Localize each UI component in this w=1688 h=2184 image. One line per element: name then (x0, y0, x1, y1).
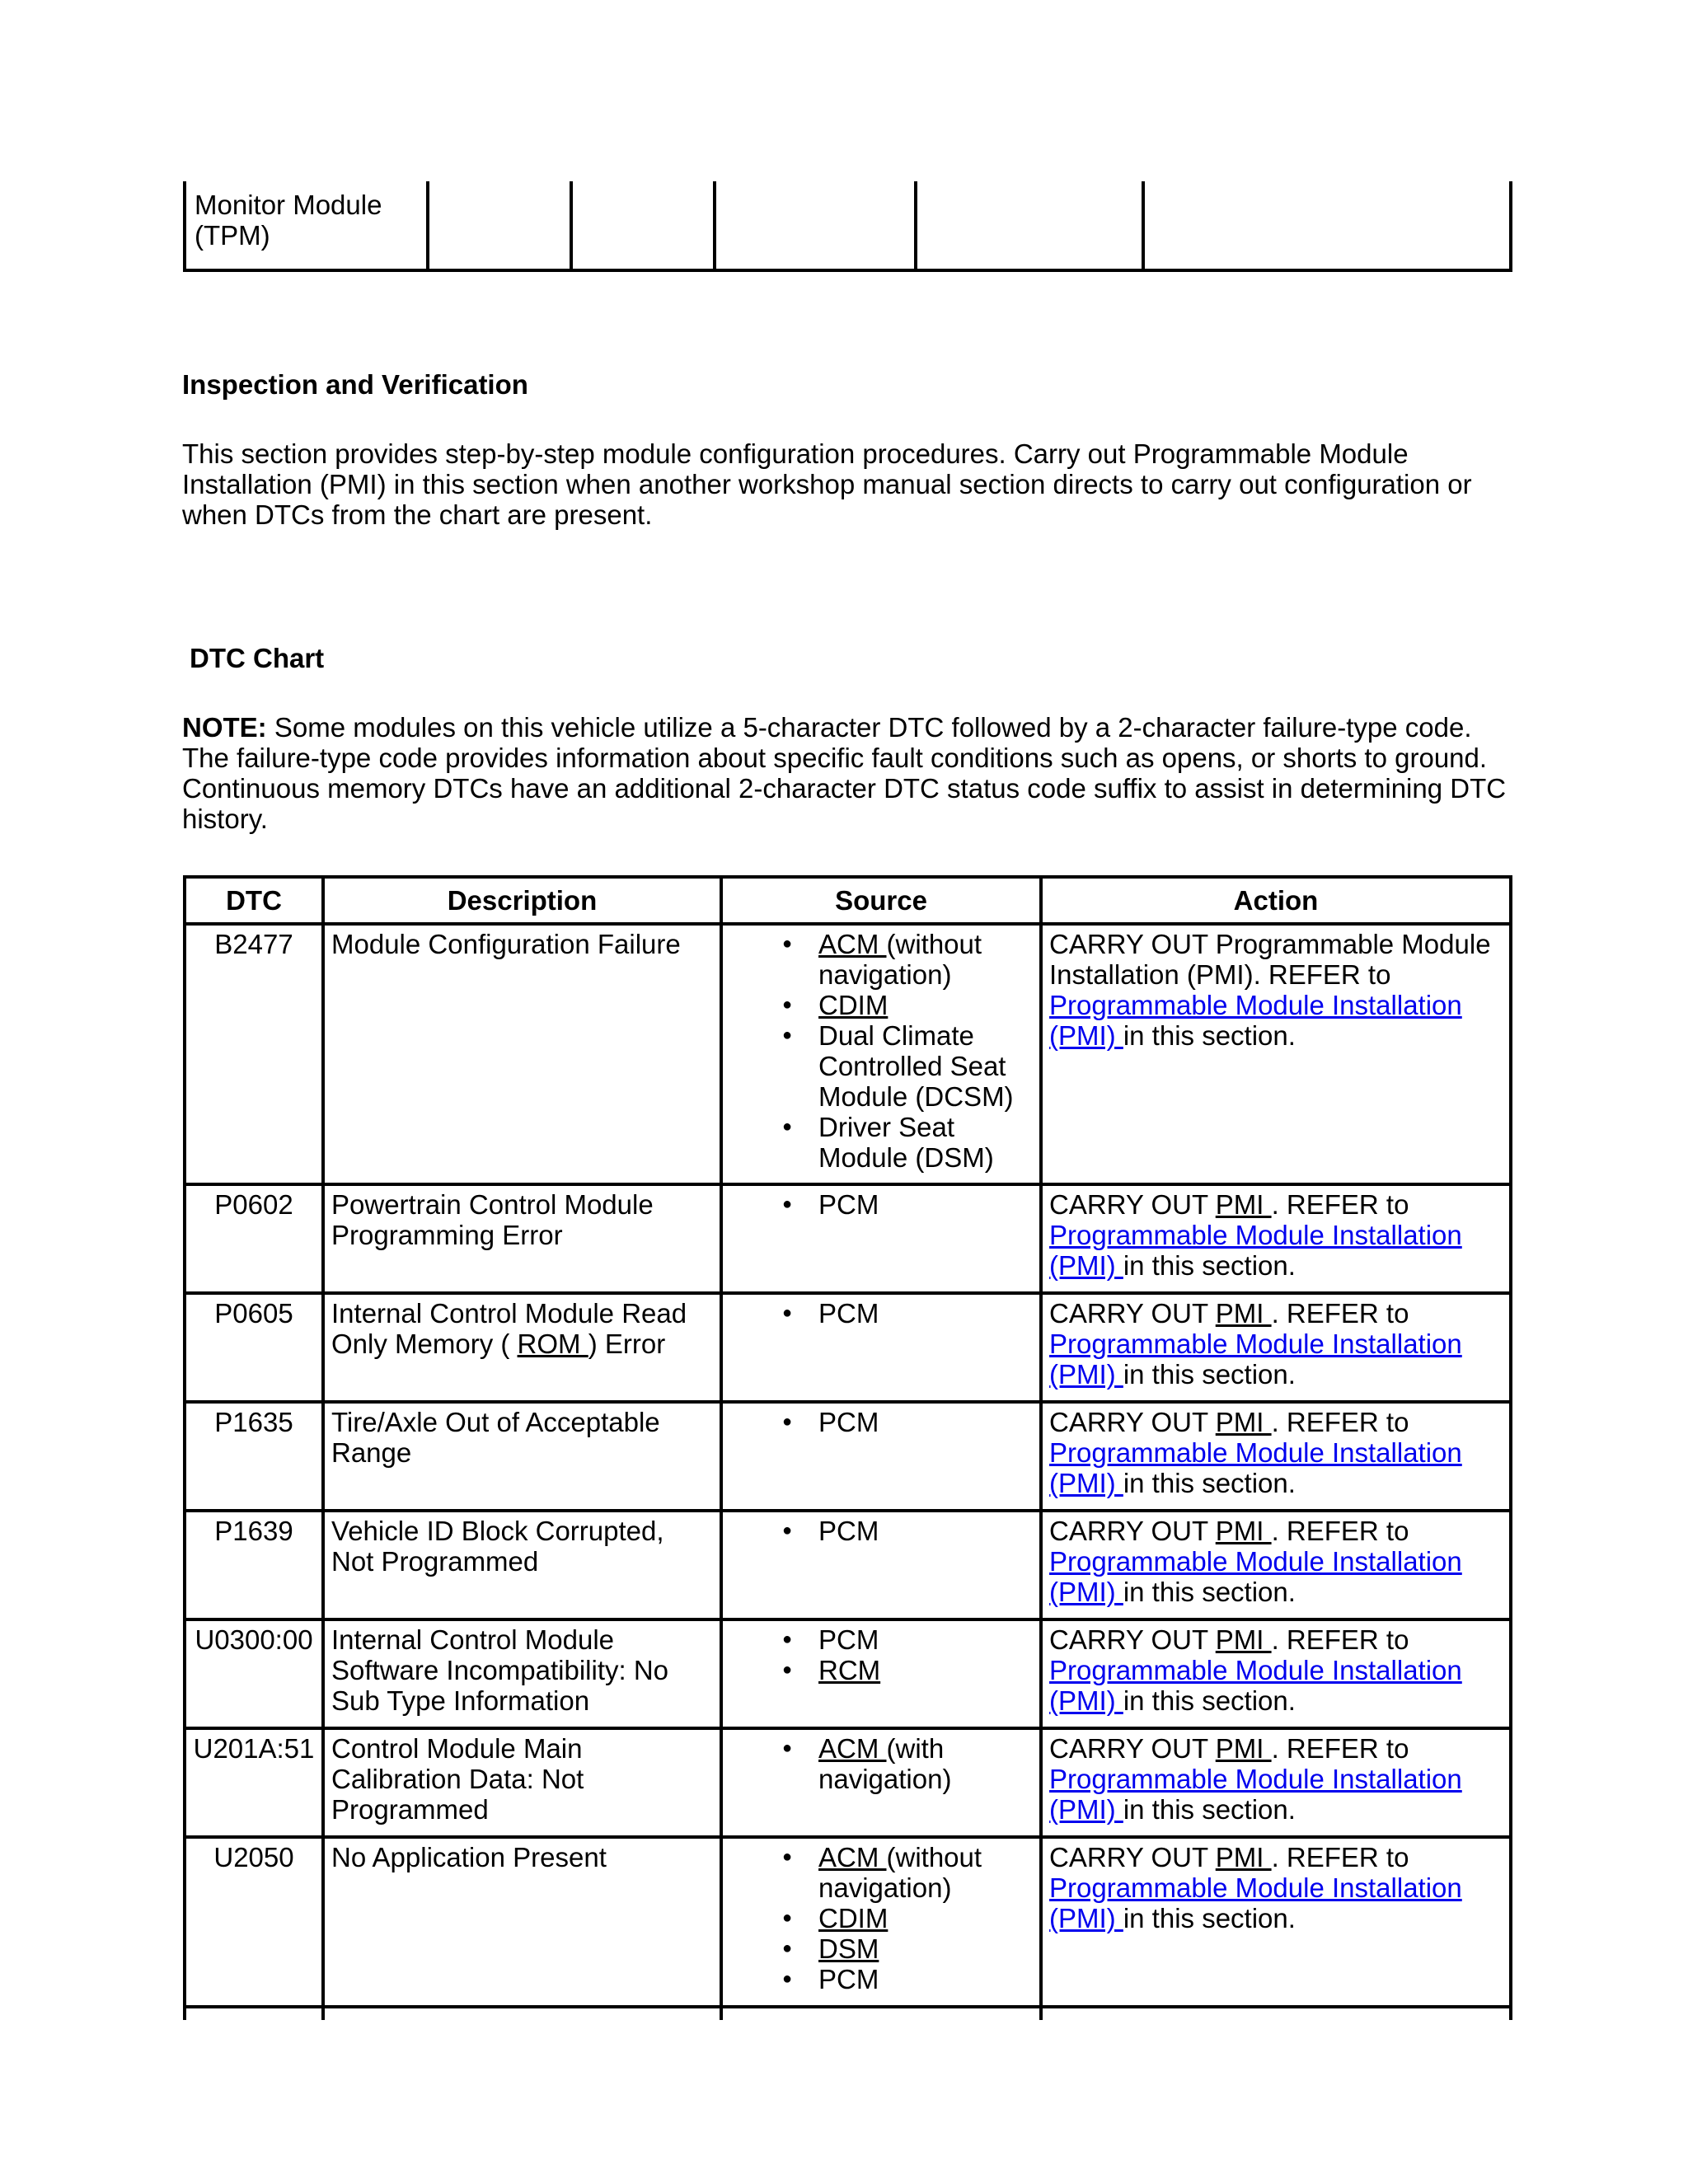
action-text: . REFER to (1271, 1516, 1409, 1546)
pmi-link[interactable]: Programmable Module Installation (PMI) (1049, 1764, 1462, 1825)
source-list (729, 1407, 1033, 1437)
top-table-continuation (183, 181, 1512, 272)
list-item (782, 929, 1033, 990)
table-cell (721, 2007, 1041, 2020)
dtc-source (721, 1619, 1041, 1728)
abbr-link[interactable]: RCM (818, 1655, 881, 1685)
list-item (782, 1189, 1033, 1220)
table-row (185, 1728, 1511, 1837)
dtc-description: Vehicle ID Block Corrupted, Not Programmed (323, 1511, 721, 1619)
source-list (729, 929, 1033, 1173)
action-suffix: in this section. (1123, 1685, 1296, 1716)
action-suffix: in this section. (1123, 1577, 1296, 1607)
dtc-code: B2477 (185, 924, 323, 1184)
abbr-link[interactable]: PMI (1215, 1842, 1272, 1872)
action-text: . REFER to (1271, 1842, 1409, 1872)
dtc-description: Module Configuration Failure (323, 924, 721, 1184)
list-item (782, 1624, 1033, 1655)
action-suffix: in this section. (1123, 1794, 1296, 1825)
pmi-link[interactable]: Programmable Module Installation (PMI) (1049, 1329, 1462, 1390)
column-header-dtc: DTC (185, 877, 323, 924)
table-row (185, 924, 1511, 1184)
action-text: . REFER to (1271, 1733, 1409, 1764)
table-cell (715, 181, 916, 270)
table-cell: Monitor Module (TPM) (185, 181, 428, 270)
dtc-action (1041, 1511, 1511, 1619)
source-text: PCM (818, 1516, 879, 1546)
dtc-source (721, 1184, 1041, 1293)
source-list (729, 1733, 1033, 1794)
section-paragraph-inspection: This section provides step-by-step module configuration procedures. Carry out Programmable Module Installation (PMI) in this section when another workshop manual section directs to carry out configuration or when DTCs from the chart are present. (182, 438, 1472, 530)
dtc-action (1041, 924, 1511, 1184)
table-cell (916, 181, 1143, 270)
column-header-action: Action (1041, 877, 1511, 924)
dtc-code: P0605 (185, 1293, 323, 1402)
dtc-source (721, 1511, 1041, 1619)
list-item (782, 1933, 1033, 1964)
note-label: NOTE: (182, 712, 267, 743)
abbr-link[interactable]: DSM (818, 1933, 879, 1964)
action-suffix: in this section. (1123, 1468, 1296, 1498)
column-header-description: Description (323, 877, 721, 924)
action-text: CARRY OUT (1049, 1189, 1216, 1220)
abbr-link[interactable]: ACM (818, 929, 887, 959)
source-list (729, 1624, 1033, 1685)
dtc-code: P0602 (185, 1184, 323, 1293)
action-text: CARRY OUT (1049, 1842, 1216, 1872)
abbr-link[interactable]: PMI (1215, 1733, 1272, 1764)
column-header-source: Source (721, 877, 1041, 924)
source-text: Dual Climate Controlled Seat Module (DCSM) (818, 1020, 1014, 1112)
list-item (782, 1112, 1033, 1173)
action-text: CARRY OUT (1049, 1407, 1216, 1437)
table-row (185, 1619, 1511, 1728)
abbr-link[interactable]: PMI (1215, 1298, 1272, 1329)
dtc-action (1041, 1728, 1511, 1837)
table-row (185, 1511, 1511, 1619)
list-item (782, 1655, 1033, 1685)
source-list (729, 1189, 1033, 1220)
source-list (729, 1298, 1033, 1329)
note-text: Some modules on this vehicle utilize a 5-character DTC followed by a 2-character failure-type code. The failure-type code provides information about specific fault conditions such as opens, or shorts to ground. Continuous memory DTCs have an additional 2-character DTC status code suffix to assist in determining DTC history. (182, 712, 1507, 834)
table-row-continuation (185, 2007, 1511, 2020)
dtc-code: U2050 (185, 1837, 323, 2007)
source-text: PCM (818, 1407, 879, 1437)
source-text: (without navigation) (818, 929, 982, 990)
dtc-description: No Application Present (323, 1837, 721, 2007)
abbr-link[interactable]: PMI (1215, 1624, 1272, 1655)
dtc-action (1041, 1293, 1511, 1402)
dtc-action (1041, 1837, 1511, 2007)
abbr-link[interactable]: ACM (818, 1733, 887, 1764)
table-cell (1143, 181, 1511, 270)
dtc-source (721, 1728, 1041, 1837)
source-list (729, 1842, 1033, 1994)
dtc-source (721, 1837, 1041, 2007)
dtc-source (721, 924, 1041, 1184)
pmi-link[interactable]: Programmable Module Installation (PMI) (1049, 1437, 1462, 1498)
dtc-code: U0300:00 (185, 1619, 323, 1728)
table-row (185, 1837, 1511, 2007)
pmi-link[interactable]: Programmable Module Installation (PMI) (1049, 1546, 1462, 1607)
table-cell (428, 181, 571, 270)
action-text: CARRY OUT Programmable Module Installation (PMI). REFER to (1049, 929, 1491, 990)
dtc-source (721, 1402, 1041, 1511)
source-text: (without navigation) (818, 1842, 982, 1903)
dtc-table (183, 875, 1512, 2020)
dtc-description: Internal Control Module Software Incompatibility: No Sub Type Information (323, 1619, 721, 1728)
action-suffix: in this section. (1123, 1359, 1296, 1390)
dtc-description: Powertrain Control Module Programming Error (323, 1184, 721, 1293)
source-text: PCM (818, 1624, 879, 1655)
abbr-link[interactable]: CDIM (818, 990, 889, 1020)
description-text: ) Error (588, 1329, 666, 1359)
table-row (185, 181, 1511, 270)
table-row (185, 1184, 1511, 1293)
abbr-link[interactable]: PMI (1215, 1407, 1272, 1437)
dtc-description: Control Module Main Calibration Data: Not Programmed (323, 1728, 721, 1837)
abbr-link[interactable]: PMI (1215, 1516, 1272, 1546)
list-item (782, 1407, 1033, 1437)
list-item (782, 1733, 1033, 1794)
action-text: . REFER to (1271, 1624, 1409, 1655)
action-text: CARRY OUT (1049, 1298, 1216, 1329)
list-item (782, 1964, 1033, 1994)
abbr-link[interactable]: ROM (517, 1329, 588, 1359)
dtc-code: U201A:51 (185, 1728, 323, 1837)
description-text: Internal Control Module Read Only Memory ( (331, 1298, 687, 1359)
list-item (782, 1516, 1033, 1546)
dtc-action (1041, 1619, 1511, 1728)
dtc-code: P1635 (185, 1402, 323, 1511)
action-suffix: in this section. (1123, 1903, 1296, 1933)
pmi-link[interactable]: Programmable Module Installation (PMI) (1049, 1220, 1462, 1281)
action-text: . REFER to (1271, 1189, 1409, 1220)
source-text: (with navigation) (818, 1733, 952, 1794)
source-text: PCM (818, 1189, 879, 1220)
table-cell (323, 2007, 721, 2020)
list-item (782, 1842, 1033, 1903)
action-text: CARRY OUT (1049, 1624, 1216, 1655)
list-item (782, 1020, 1033, 1112)
action-text: . REFER to (1271, 1298, 1409, 1329)
list-item (782, 1903, 1033, 1933)
source-text: PCM (818, 1298, 879, 1329)
list-item (782, 990, 1033, 1020)
dtc-description (323, 1293, 721, 1402)
dtc-action (1041, 1402, 1511, 1511)
abbr-link[interactable]: ACM (818, 1842, 887, 1872)
source-text: PCM (818, 1964, 879, 1994)
dtc-source (721, 1293, 1041, 1402)
dtc-description: Tire/Axle Out of Acceptable Range (323, 1402, 721, 1511)
table-header-row (185, 877, 1511, 924)
action-text: CARRY OUT (1049, 1733, 1216, 1764)
table-row (185, 1402, 1511, 1511)
abbr-link[interactable]: CDIM (818, 1903, 889, 1933)
dtc-action (1041, 1184, 1511, 1293)
pmi-link[interactable]: Programmable Module Installation (PMI) (1049, 1872, 1462, 1933)
table-cell (571, 181, 715, 270)
abbr-link[interactable]: PMI (1215, 1189, 1272, 1220)
pmi-link[interactable]: Programmable Module Installation (PMI) (1049, 1655, 1462, 1716)
note-paragraph (182, 712, 1517, 834)
action-suffix: in this section. (1123, 1250, 1296, 1281)
dtc-code: P1639 (185, 1511, 323, 1619)
source-text: Driver Seat Module (DSM) (818, 1112, 994, 1173)
source-list (729, 1516, 1033, 1546)
action-text: CARRY OUT (1049, 1516, 1216, 1546)
table-cell (185, 2007, 323, 2020)
action-text: . REFER to (1271, 1407, 1409, 1437)
action-suffix: in this section. (1123, 1020, 1296, 1051)
section-heading-inspection: Inspection and Verification (182, 369, 528, 400)
pmi-link[interactable]: Programmable Module Installation (PMI) (1049, 990, 1462, 1051)
list-item (782, 1298, 1033, 1329)
table-row (185, 1293, 1511, 1402)
section-heading-dtc-chart: DTC Chart (190, 643, 325, 673)
table-cell (1041, 2007, 1511, 2020)
